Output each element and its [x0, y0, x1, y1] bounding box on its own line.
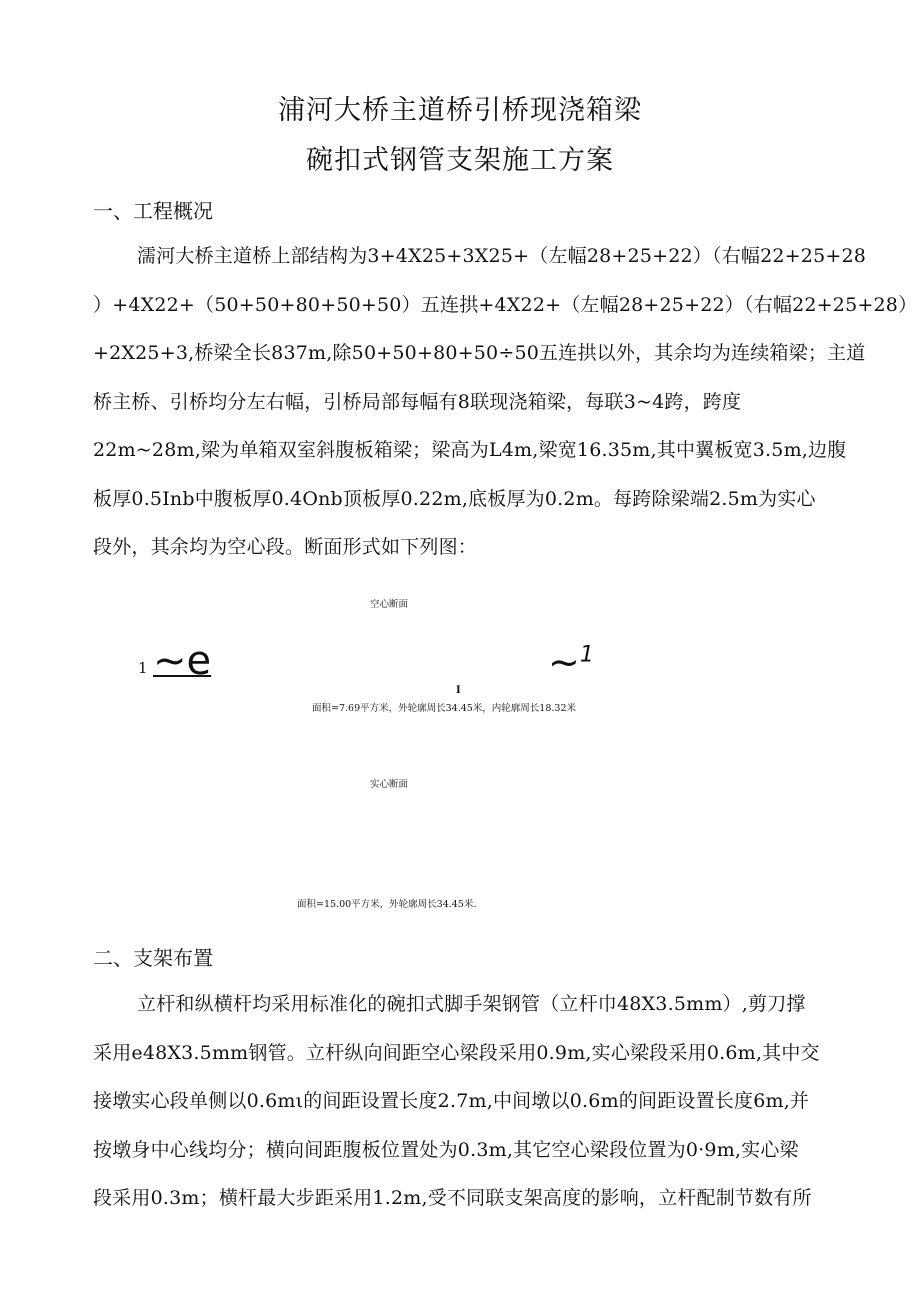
figure1-left-mark-1: 1 — [138, 659, 148, 677]
section2-heading: 二、支架布置 — [93, 946, 213, 970]
figure1-caption-bottom: 面积=7.69平方米，外轮廓周长34.45米，内轮廓周长18.32米 — [312, 703, 577, 714]
figure2-caption-top: 实心断面 — [370, 779, 409, 790]
section2-paragraph — [93, 980, 828, 1223]
figure1-caption-top: 空心断面 — [370, 599, 409, 610]
document-title-line1: 浦河大桥主道桥引桥现浇箱梁 — [278, 95, 642, 126]
paragraph-line: 按墩身中心线均分；横向间距腹板位置处为0.3m,其它空心梁段位置为0·9m,实心梁 — [93, 1138, 799, 1161]
paragraph-line: ）+4X22+（50+50+80+50+50）五连拱+4X22+（左幅28+25+22）（右幅22+25+28） — [93, 293, 918, 316]
paragraph-line: 采用e48X3.5mm钢管。立杆纵向间距空心梁段采用0.9m,实心梁段采用0.6m,其中交 — [93, 1041, 820, 1064]
paragraph-line: 濡河大桥主道桥上部结构为3+4X25+3X25+（左幅28+25+22）（右幅22+25+28 — [137, 245, 867, 267]
paragraph-line: 22m~28m,梁为单箱双室斜腹板箱梁；梁高为L4m,梁宽16.35m,其中翼板宽3.5m,边腹 — [93, 439, 847, 461]
figure1-center-mark: I — [456, 685, 461, 696]
figure1-left-mark-2: ~e — [153, 638, 212, 684]
section1-paragraph — [93, 232, 918, 572]
paragraph-line: 立杆和纵横杆均采用标准化的碗扣式脚手架钢管（立杆巾48X3.5mm）,剪刀撑 — [137, 993, 806, 1015]
figure1-right-mark-tilde: ~ — [548, 640, 580, 684]
paragraph-line: 段外，其余均为空心段。断面形式如下列图： — [93, 536, 478, 558]
paragraph-line: 段采用0.3m；横杆最大步距采用1.2m,受不同联支架高度的影响，立杆配制节数有所 — [93, 1187, 812, 1209]
figure1-right-mark — [548, 640, 594, 684]
document-title-line2: 碗扣式钢管支架施工方案 — [306, 145, 614, 176]
paragraph-line: 接墩实心段单侧以0.6mι的间距设置长度2.7m,中间墩以0.6m的间距设置长度6m,并 — [93, 1090, 810, 1112]
paragraph-line: +2X25+3,桥梁全长837m,除50+50+80+50÷50五连拱以外，其余均为连续箱梁；主道 — [93, 342, 866, 364]
section1-heading: 一、工程概况 — [93, 199, 213, 223]
paragraph-line: 桥主桥、引桥均分左右幅，引桥局部每幅有8联现浇箱梁，每联3~4跨，跨度 — [93, 390, 742, 413]
paragraph-line: 板厚0.5Inb中腹板厚0.4Onb顶板厚0.22m,底板厚为0.2m。每跨除梁端2.5m为实心 — [93, 487, 816, 510]
figure2-caption-bottom: 面积=15.00平方米，外轮廓周长34.45米. — [297, 899, 477, 910]
figure1-right-mark-sup: 1 — [579, 642, 594, 668]
